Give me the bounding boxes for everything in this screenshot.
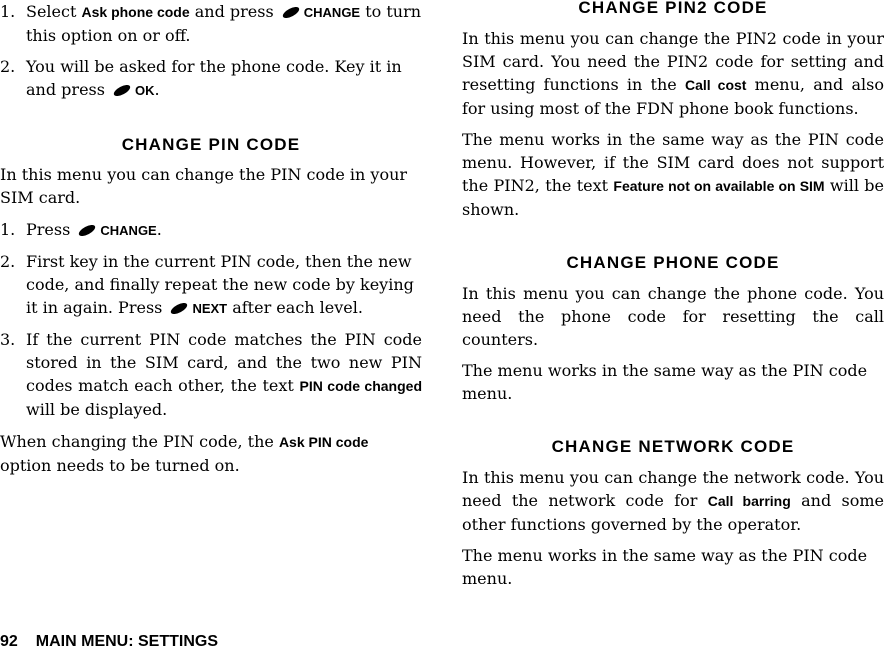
list-item: 2. First key in the current PIN code, then the new code, and finally repeat the new code by keying it in again. Press NEXT after each level.: [0, 252, 414, 317]
softkey-icon: [169, 303, 189, 314]
softkey-label: NEXT: [192, 301, 228, 316]
list-item: 1. Select Ask phone code and press CHANGE to turn this option on or off.: [0, 2, 422, 45]
softkey-label: CHANGE: [100, 223, 157, 238]
section-heading: CHANGE PIN2 CODE: [578, 0, 768, 17]
paragraph: The menu works in the same way as the PIN code menu. However, if the SIM card does not support the PIN2, the text Feature not on available on SIM will be shown.: [462, 130, 884, 219]
paragraph: When changing the PIN code, the Ask PIN code option needs to be turned on.: [0, 432, 369, 475]
section-heading: CHANGE PIN CODE: [121, 135, 301, 154]
menu-option-label: Ask PIN code: [278, 434, 369, 450]
menu-option-label: Ask phone code: [81, 4, 190, 20]
softkey-icon: [112, 85, 132, 96]
menu-option-label: Call cost: [684, 77, 747, 93]
softkey-label: CHANGE: [303, 5, 361, 20]
list-item: 3. If the current PIN code matches the PIN code stored in the SIM card, and the two new PIN codes match each other, the text PIN code changed will be displayed.: [0, 330, 422, 419]
softkey-icon: [77, 225, 97, 236]
paragraph: In this menu you can change the PIN code in your SIM card.: [0, 165, 408, 207]
softkey-icon: [281, 7, 301, 18]
list-item: 1. Press CHANGE.: [0, 220, 162, 239]
paragraph: In this menu you can change the PIN2 code in your SIM card. You need the PIN2 code for setting and resetting functions in the Call cost menu, and also for using most of the FDN phone book functions.: [462, 29, 884, 118]
footer-title: MAIN MENU: SETTINGS: [35, 633, 219, 650]
list-item: 2. You will be asked for the phone code. Key it in and press OK.: [0, 57, 402, 99]
page-footer: [0, 633, 218, 651]
menu-option-label: Call barring: [707, 493, 791, 509]
page-number: 92: [0, 633, 18, 650]
display-message: PIN code changed: [299, 378, 422, 394]
section-heading: CHANGE PHONE CODE: [566, 253, 780, 272]
section-heading: CHANGE NETWORK CODE: [551, 437, 795, 456]
softkey-label: OK: [135, 83, 155, 98]
left-column: [0, 0, 422, 477]
paragraph: In this menu you can change the phone code. You need the phone code for resetting the call counters.: [462, 284, 884, 349]
paragraph: In this menu you can change the network code. You need the network code for Call barring and some other functions governed by the operator.: [462, 468, 884, 534]
paragraph: The menu works in the same way as the PIN code menu.: [462, 361, 868, 403]
paragraph: The menu works in the same way as the PIN code menu.: [462, 546, 868, 588]
display-message: Feature not on available on SIM: [613, 178, 825, 194]
right-column: [462, 0, 884, 590]
